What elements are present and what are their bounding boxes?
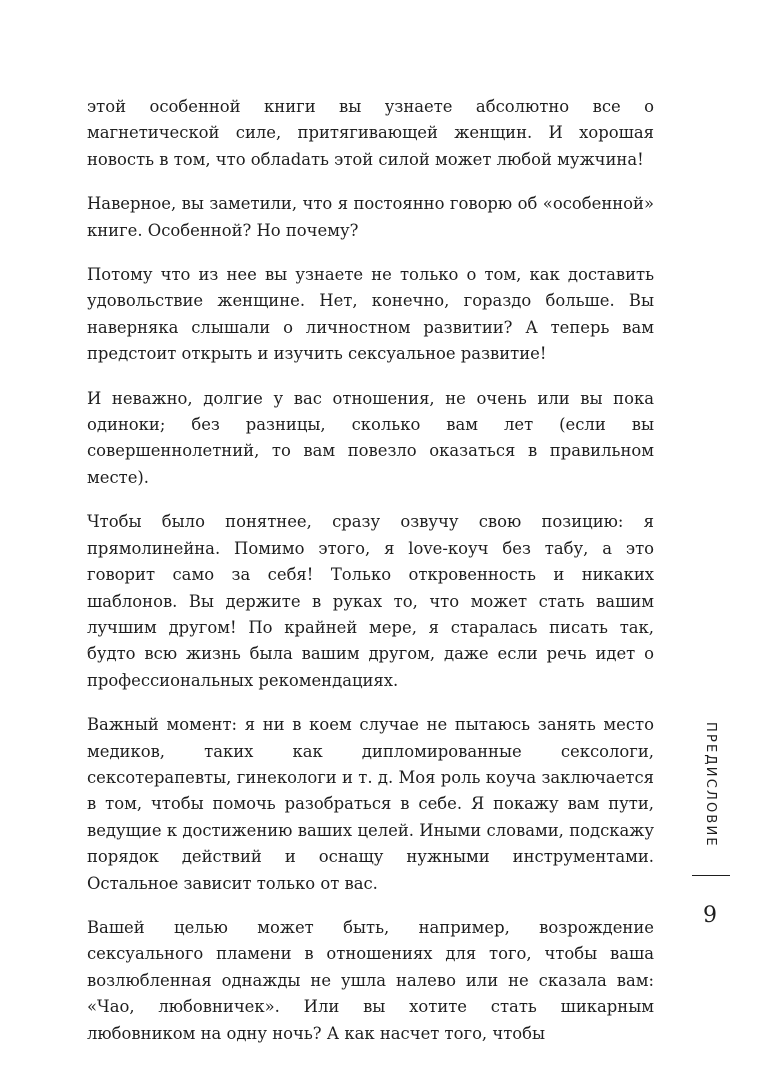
paragraph-4: И неважно, долгие у вас отношения, не очень или вы пока одиноки; без разницы, сколько вам лет (если вы совершеннолетний, то вам повезло оказаться в правильном месте). [87, 388, 654, 487]
page-number-rule [692, 875, 730, 876]
paragraph-1: этой особенной книги вы узнаете абсолютно все о магнетической силе, притягивающей женщин. И хорошая новость в том, что облаdать этой силой может любой мужчина! [87, 97, 654, 169]
page-number: 9 [703, 903, 717, 928]
body-text [87, 94, 654, 1065]
paragraph-2: Наверное, вы заметили, что я постоянно говорю об «особенной» книге. Особенной? Но почему? [87, 194, 654, 240]
paragraph-3: Потому что из нее вы узнаете не только о том, как доставить удовольствие женщине. Нет, конечно, гораздо больше. Вы наверняка слышали о личностном развитии? А теперь вам предстоит открыть и изучить сексуальное развитие! [87, 265, 654, 364]
chapter-side-title: ПРЕДИСЛОВИЕ [703, 722, 718, 848]
paragraph-5: Чтобы было понятнее, сразу озвучу свою позицию: я прямолинейна. Помимо этого, я love-коуч без табу, а это говорит само за себя! Только откровенность и никаких шаблонов. Вы держите в руках то, что может стать вашим лучшим другом! По крайней мере, я старалась писать так, будто всю жизнь была вашим другом, даже если речь идет о профессиональных рекомендациях. [87, 512, 654, 690]
paragraph-6: Важный момент: я ни в коем случае не пытаюсь занять место медиков, таких как дипломированные сексологи, сексотерапевты, гинекологи и т. д. Моя роль коуча заключается в том, чтобы помочь разобраться в себе. Я покажу вам пути, ведущие к достижению ваших целей. Иными словами, подскажу порядок действий и оснащу нужными инструментами. Остальное зависит только от вас. [87, 715, 654, 893]
paragraph-7: Вашей целью может быть, например, возрождение сексуального пламени в отношениях для того, чтобы ваша возлюбленная однажды не ушла налево или не сказала вам: «Чао, любовничек». Или вы хотите стать шикарным любовником на одну ночь? А как насчет того, чтобы [87, 917, 654, 1043]
